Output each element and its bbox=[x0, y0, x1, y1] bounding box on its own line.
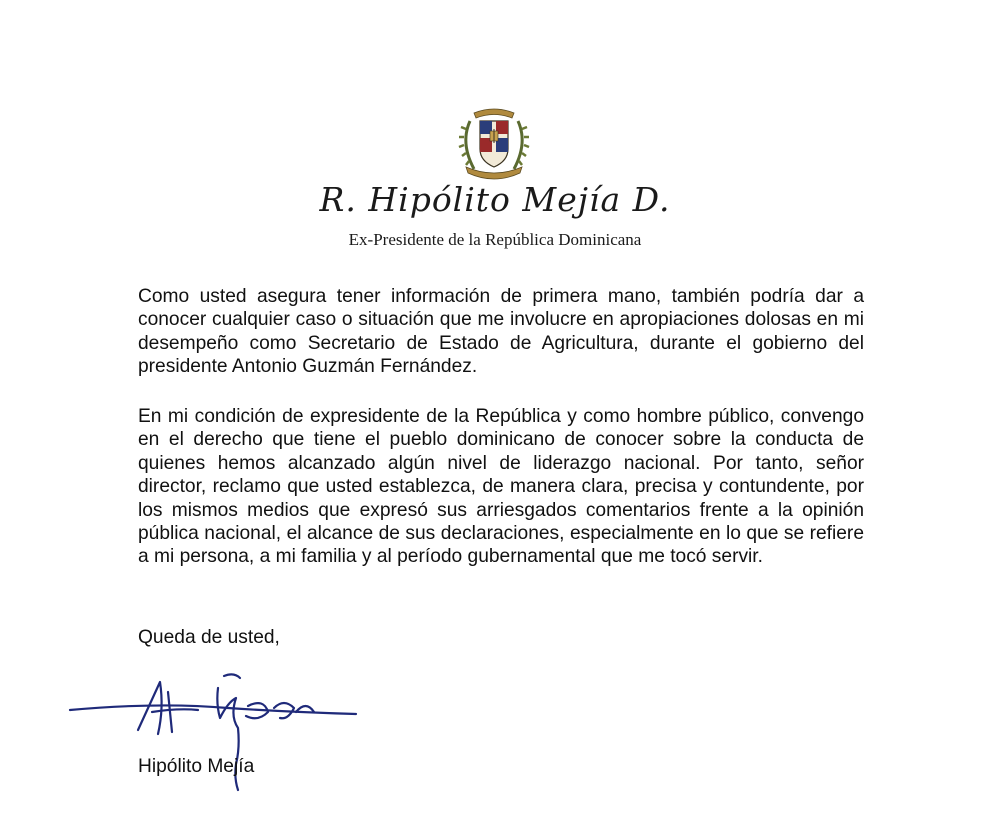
body-paragraph-2: En mi condición de expresidente de la República y como hombre público, convengo en el derecho que tiene el pueblo dominicano de conocer sobre la conducta de quienes hemos alcanzado algún nivel de liderazgo nacional. Por tanto, señor director, reclamo que usted establezca, de manera clara, precisa y contundente, por los mismos medios que expresó sus arriesgados comentarios frente a la opinión pública nacional, el alcance de sus declaraciones, especialmente en lo que se refiere a mi persona, a mi familia y al período gubernamental que me tocó servir. bbox=[138, 406, 864, 568]
closing-line: Queda de usted, bbox=[138, 627, 280, 648]
handwritten-signature bbox=[68, 668, 368, 808]
signer-name: Hipólito Mejía bbox=[138, 756, 255, 777]
body-paragraph-1: Como usted asegura tener información de primera mano, también podría dar a conocer cualquier caso o situación que me involucre en apropiaciones dolosas en mi desempeño como Secretario de Estado de Agricultura, durante el gobierno del presidente Antonio Guzmán Fernández. bbox=[138, 286, 864, 378]
letterhead-subtitle: Ex-Presidente de la República Dominicana bbox=[348, 230, 642, 249]
dominican-coat-of-arms-icon bbox=[456, 105, 532, 183]
letterhead-name: R. Hipólito Mejía D. bbox=[319, 180, 671, 219]
